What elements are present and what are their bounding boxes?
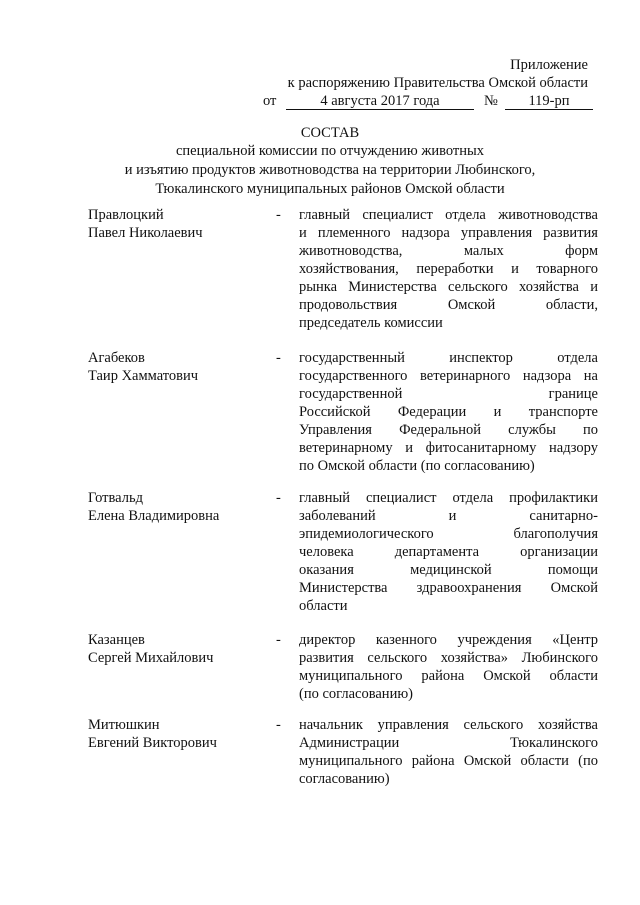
from-label: от	[263, 93, 277, 109]
position-line: государственной границе	[299, 386, 598, 402]
position-line: согласованию)	[299, 771, 390, 787]
member-name	[88, 716, 268, 752]
position-line: главный специалист отдела профилактики	[299, 490, 598, 506]
position-line: области	[299, 598, 348, 614]
position-line: ветеринарному и фитосанитарному надзору	[299, 440, 598, 456]
appendix-label: Приложение	[510, 57, 588, 73]
position-line: муниципального района Омской области	[299, 668, 598, 684]
position-line: по Омской области (по согласованию)	[299, 458, 535, 474]
member-position	[299, 349, 598, 475]
decree-number: 119-рп	[505, 92, 593, 110]
number-label: №	[484, 93, 498, 109]
position-line: заболеваний и санитарно-	[299, 508, 598, 524]
position-line: и племенного надзора управления развития	[299, 225, 598, 241]
position-line: главный специалист отдела животноводства	[299, 207, 598, 223]
position-line: животноводства, малых форм	[299, 243, 598, 259]
member-position	[299, 489, 598, 615]
appendix-decree-reference: к распоряжению Правительства Омской области	[287, 75, 588, 91]
title-line-1: специальной комиссии по отчуждению животных	[175, 143, 485, 159]
position-line: Администрации Тюкалинского	[299, 735, 598, 751]
position-line: государственного ветеринарного надзора на	[299, 368, 598, 384]
document-title	[60, 124, 600, 199]
position-line: оказания медицинской помощи	[299, 562, 598, 578]
title-heading: СОСТАВ	[300, 125, 360, 141]
decree-date-number-row	[263, 92, 593, 110]
member-dash: -	[276, 632, 281, 648]
member-dash: -	[276, 207, 281, 223]
member-name	[88, 349, 268, 385]
position-line: продовольствия Омской области,	[299, 297, 598, 313]
position-line: председатель комиссии	[299, 315, 443, 331]
member-surname: Митюшкин	[88, 717, 160, 733]
member-given-names: Павел Николаевич	[88, 225, 203, 241]
member-given-names: Евгений Викторович	[88, 735, 217, 751]
member-name	[88, 206, 268, 242]
position-line: эпидемиологического благополучия	[299, 526, 598, 542]
member-surname: Правлоцкий	[88, 207, 164, 223]
position-line: рынка Министерства сельского хозяйства и	[299, 279, 598, 295]
member-position	[299, 631, 598, 703]
position-line: (по согласованию)	[299, 686, 413, 702]
member-name	[88, 489, 268, 525]
title-line-2: и изъятию продуктов животноводства на территории Любинского,	[124, 162, 536, 178]
member-given-names: Елена Владимировна	[88, 508, 220, 524]
position-line: хозяйствования, переработки и товарного	[299, 261, 598, 277]
member-position	[299, 206, 598, 332]
member-surname: Казанцев	[88, 632, 145, 648]
member-given-names: Таир Хамматович	[88, 368, 199, 384]
member-position	[299, 716, 598, 788]
position-line: человека департамента организации	[299, 544, 598, 560]
appendix-header	[248, 56, 588, 92]
member-dash: -	[276, 350, 281, 366]
position-line: директор казенного учреждения «Центр	[299, 632, 598, 648]
decree-date: 4 августа 2017 года	[286, 92, 474, 110]
member-name	[88, 631, 268, 667]
position-line: государственный инспектор отдела	[299, 350, 598, 366]
title-line-3: Тюкалинского муниципальных районов Омской области	[155, 181, 505, 197]
position-line: Управления Федеральной службы по	[299, 422, 598, 438]
position-line: начальник управления сельского хозяйства	[299, 717, 598, 733]
member-surname: Агабеков	[88, 350, 145, 366]
position-line: Министерства здравоохранения Омской	[299, 580, 598, 596]
member-surname: Готвальд	[88, 490, 143, 506]
member-given-names: Сергей Михайлович	[88, 650, 214, 666]
member-dash: -	[276, 717, 281, 733]
position-line: Российской Федерации и транспорте	[299, 404, 598, 420]
position-line: развития сельского хозяйства» Любинского	[299, 650, 598, 666]
member-dash: -	[276, 490, 281, 506]
position-line: муниципального района Омской области (по	[299, 753, 598, 769]
